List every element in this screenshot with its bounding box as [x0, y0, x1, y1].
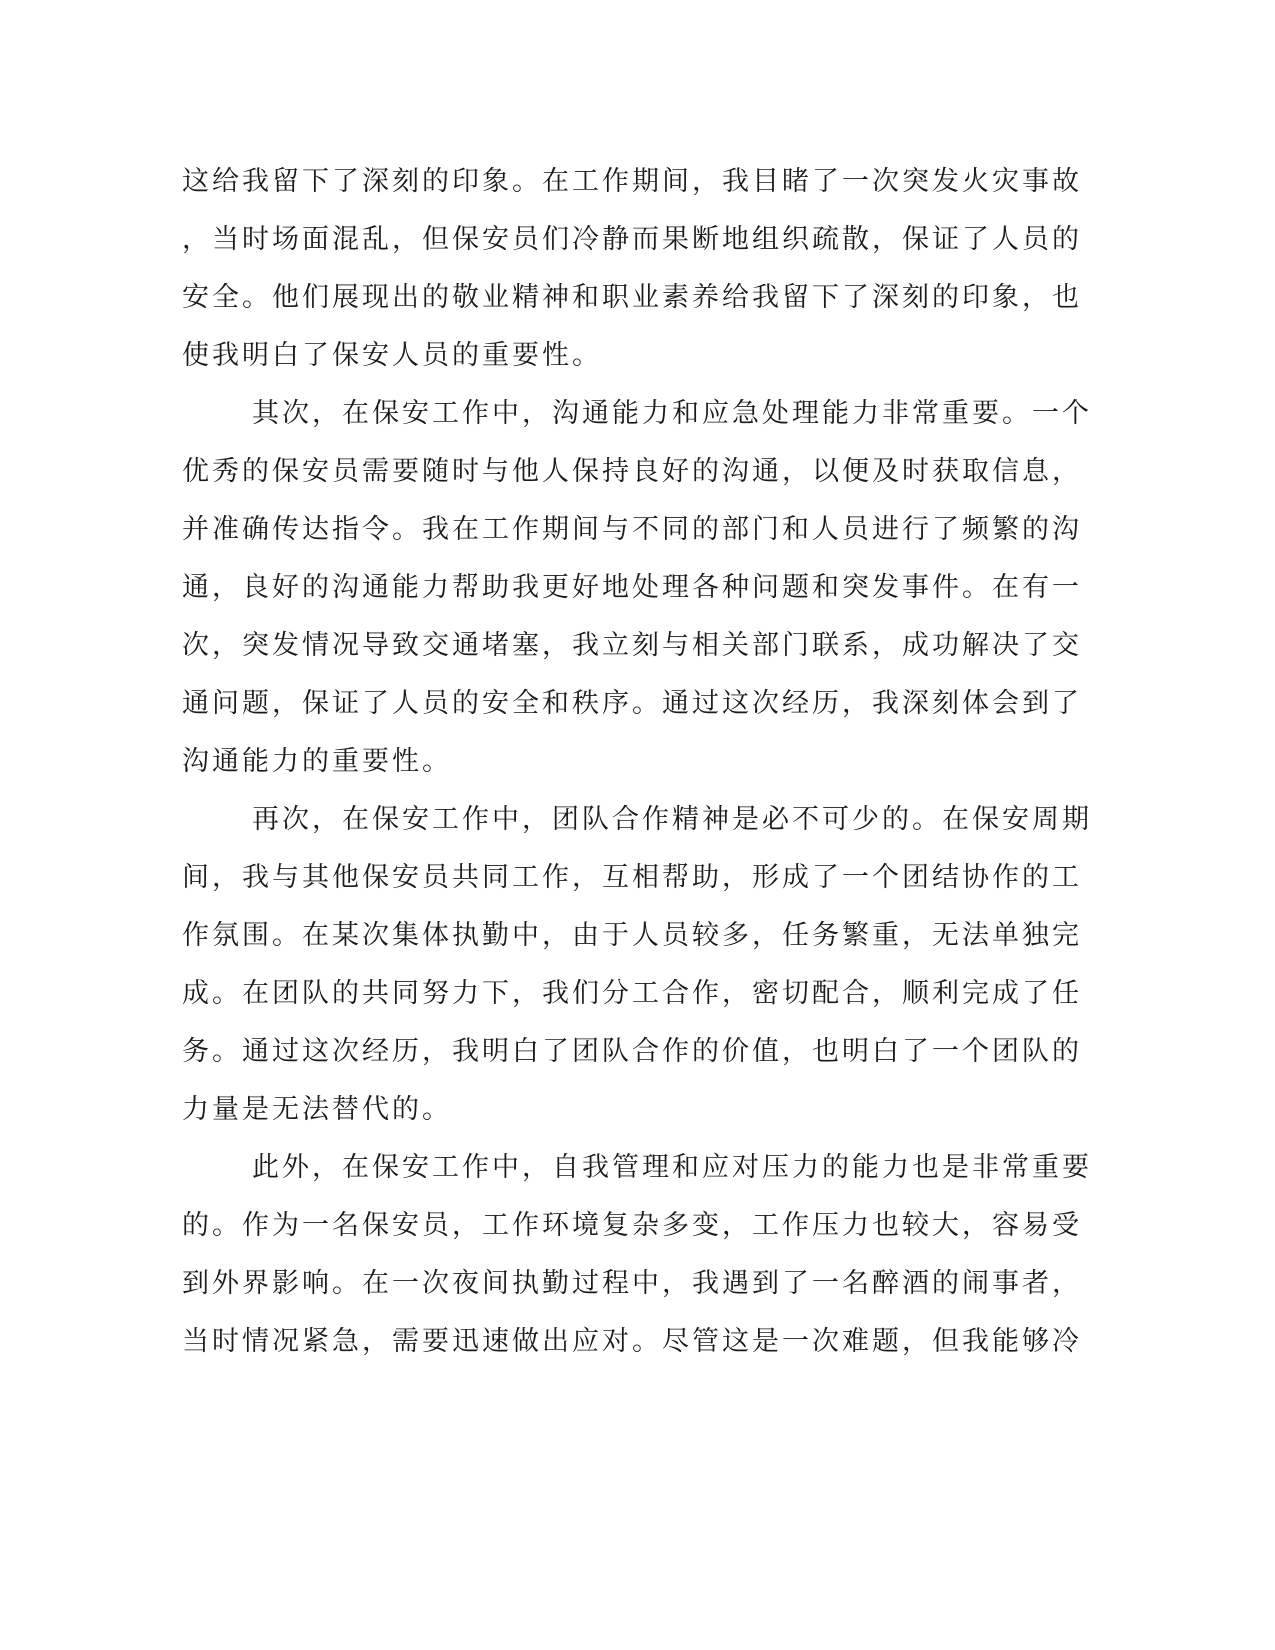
body-text — [182, 153, 1092, 1371]
text-line: 这给我留下了深刻的印象。在工作期间，我目睹了一次突发火灾事故 — [182, 166, 1082, 197]
paragraph-first-line: 其次，在保安工作中，沟通能力和应急处理能力非常重要。一个 — [252, 398, 1092, 429]
text-line: 务。通过这次经历，我明白了团队合作的价值，也明白了一个团队的 — [182, 1036, 1082, 1067]
text-line: 次，突发情况导致交通堵塞，我立刻与相关部门联系，成功解决了交 — [182, 630, 1082, 661]
paragraph-first-line: 此外，在保安工作中，自我管理和应对压力的能力也是非常重要 — [252, 1152, 1092, 1183]
text-line: 力量是无法替代的。 — [182, 1094, 452, 1125]
text-line: 并准确传达指令。我在工作期间与不同的部门和人员进行了频繁的沟 — [182, 514, 1082, 545]
text-line: 作氛围。在某次集体执勤中，由于人员较多，任务繁重，无法单独完 — [182, 920, 1082, 951]
text-line: 当时情况紧急，需要迅速做出应对。尽管这是一次难题，但我能够冷 — [182, 1326, 1082, 1357]
text-line: 使我明白了保安人员的重要性。 — [182, 340, 602, 371]
text-line: 沟通能力的重要性。 — [182, 746, 452, 777]
text-line: 通问题，保证了人员的安全和秩序。通过这次经历，我深刻体会到了 — [182, 688, 1082, 719]
text-line: 到外界影响。在一次夜间执勤过程中，我遇到了一名醉酒的闹事者， — [182, 1268, 1082, 1299]
text-line: 通，良好的沟通能力帮助我更好地处理各种问题和突发事件。在有一 — [182, 572, 1082, 603]
text-line: 安全。他们展现出的敬业精神和职业素养给我留下了深刻的印象，也 — [182, 282, 1082, 313]
paragraph-first-line: 再次，在保安工作中，团队合作精神是必不可少的。在保安周期 — [252, 804, 1092, 835]
text-line: ，当时场面混乱，但保安员们冷静而果断地组织疏散，保证了人员的 — [182, 224, 1082, 255]
text-line: 优秀的保安员需要随时与他人保持良好的沟通，以便及时获取信息， — [182, 456, 1082, 487]
text-line: 间，我与其他保安员共同工作，互相帮助，形成了一个团结协作的工 — [182, 862, 1082, 893]
text-line: 的。作为一名保安员，工作环境复杂多变，工作压力也较大，容易受 — [182, 1210, 1082, 1241]
text-line: 成。在团队的共同努力下，我们分工合作，密切配合，顺利完成了任 — [182, 978, 1082, 1009]
